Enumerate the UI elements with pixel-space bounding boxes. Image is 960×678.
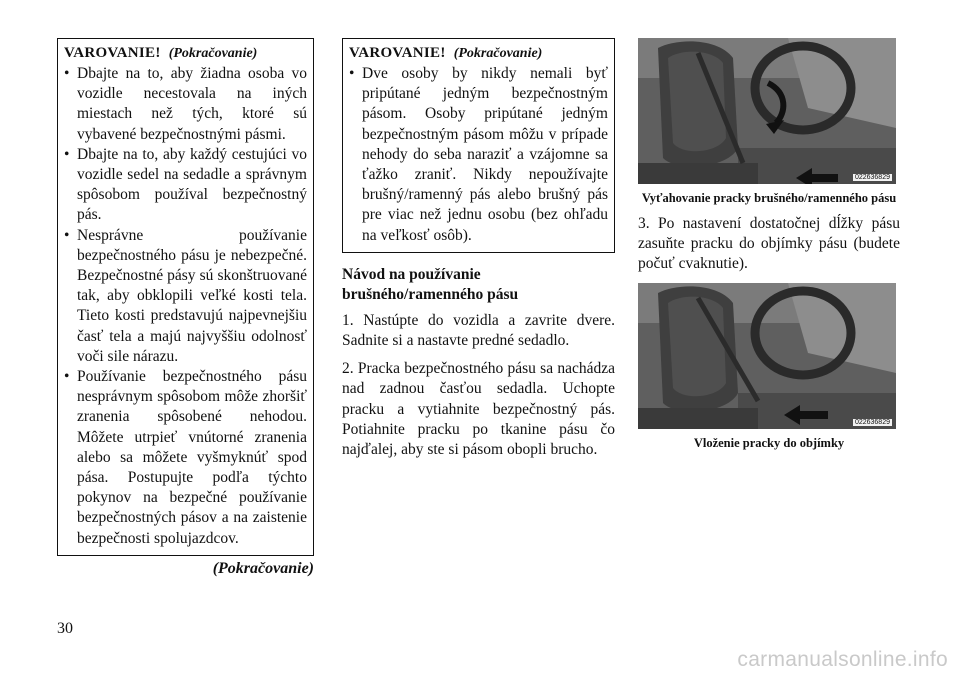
warning-continued-label: (Pokračovanie) [453,46,543,61]
warning-bullet: • Dbajte na to, aby žiadna osoba vo vozidle necestovala na iných miestach než tých, ktoré sú vybavené bezpečnostnými pásmi. [64,64,307,145]
warning-heading [349,45,608,62]
figure-buckle-insert [638,283,896,429]
continued-footer: (Pokračovanie) [212,559,314,577]
warning-bullet-list [349,64,608,246]
warning-title: VAROVANIE! [349,45,446,61]
warning-bullet: • Používanie bezpečnostného pásu nesprávnym spôsobom môže zhoršiť zranenia spôsobené nehodou. Môžete utrpieť vnútorné zranenia alebo sa môžete vyšmyknúť spod pása. Postupujte podľa týchto pokynov na bezpečné používanie bezpečnostných pásov a na zaistenie bezpečnosti spolujazdcov. [64,367,307,549]
warning-bullet: • Nesprávne používanie bezpečnostného pásu je nebezpečné. Bezpečnostné pásy sú skonštruované tak, aby obklopili veľké kosti tela. Tieto kosti predstavujú najpevnejšiu časť tela a majú najvyššiu odolnosť voči sile nárazu. [64,226,307,367]
warning-continued-label: (Pokračovanie) [168,46,258,61]
instruction-step-2: 2. Pracka bezpečnostného pásu sa nachádza nad zadnou časťou sedadla. Uchopte pracku a vytiahnite bezpečnostný pás. Potiahnite pracku po tkanine pásu čo najďalej, aby ste si pásom obopli brucho. [342,360,615,459]
figure-code: 022636829 [854,418,890,426]
column-middle [342,38,615,468]
figure-caption: Vloženie pracky do objímky [693,435,845,450]
figure-code: 022636829 [854,174,890,181]
warning-heading [64,45,307,62]
warning-box-1 [57,38,314,556]
figure-buckle-pull [638,38,896,184]
watermark: carmanualsonline.info [737,648,948,671]
warning-box-2 [342,38,615,253]
warning-bullet-list [64,64,307,549]
column-left [57,38,314,578]
car-interior-illustration [638,283,896,429]
figure-caption: Vyťahovanie pracky brušného/ramenného pásu [641,191,897,205]
warning-bullet: • Dbajte na to, aby každý cestujúci vo vozidle sedel na sedadle a správnym spôsobom používal bezpečnostný pás. [64,145,307,226]
page-number: 30 [57,620,73,637]
car-interior-illustration [638,38,896,184]
instruction-step-3: 3. Po nastavení dostatočnej dĺžky pásu zasuňte pracku do objímky pásu (budete počuť cvaknutie). [638,215,900,273]
warning-bullet: • Dve osoby by nikdy nemali byť pripútané jedným bezpečnostným pásom. Osoby pripútané jedným bezpečnostným pásom môžu v prípade nehody do seba naraziť a vzájomne sa ťažko zraniť. Nikdy nepoužívajte brušný/ramenný pás alebo brušný pás pre viac než jednu osobu (bez ohľadu na veľkosť osôb). [349,64,608,246]
section-title: Návod na používanie brušného/ramenného pásu [342,265,519,303]
warning-title: VAROVANIE! [64,45,161,61]
column-right [638,38,900,459]
instruction-step-1: 1. Nastúpte do vozidla a zavrite dvere. Sadnite si a nastavte predné sedadlo. [342,311,615,350]
